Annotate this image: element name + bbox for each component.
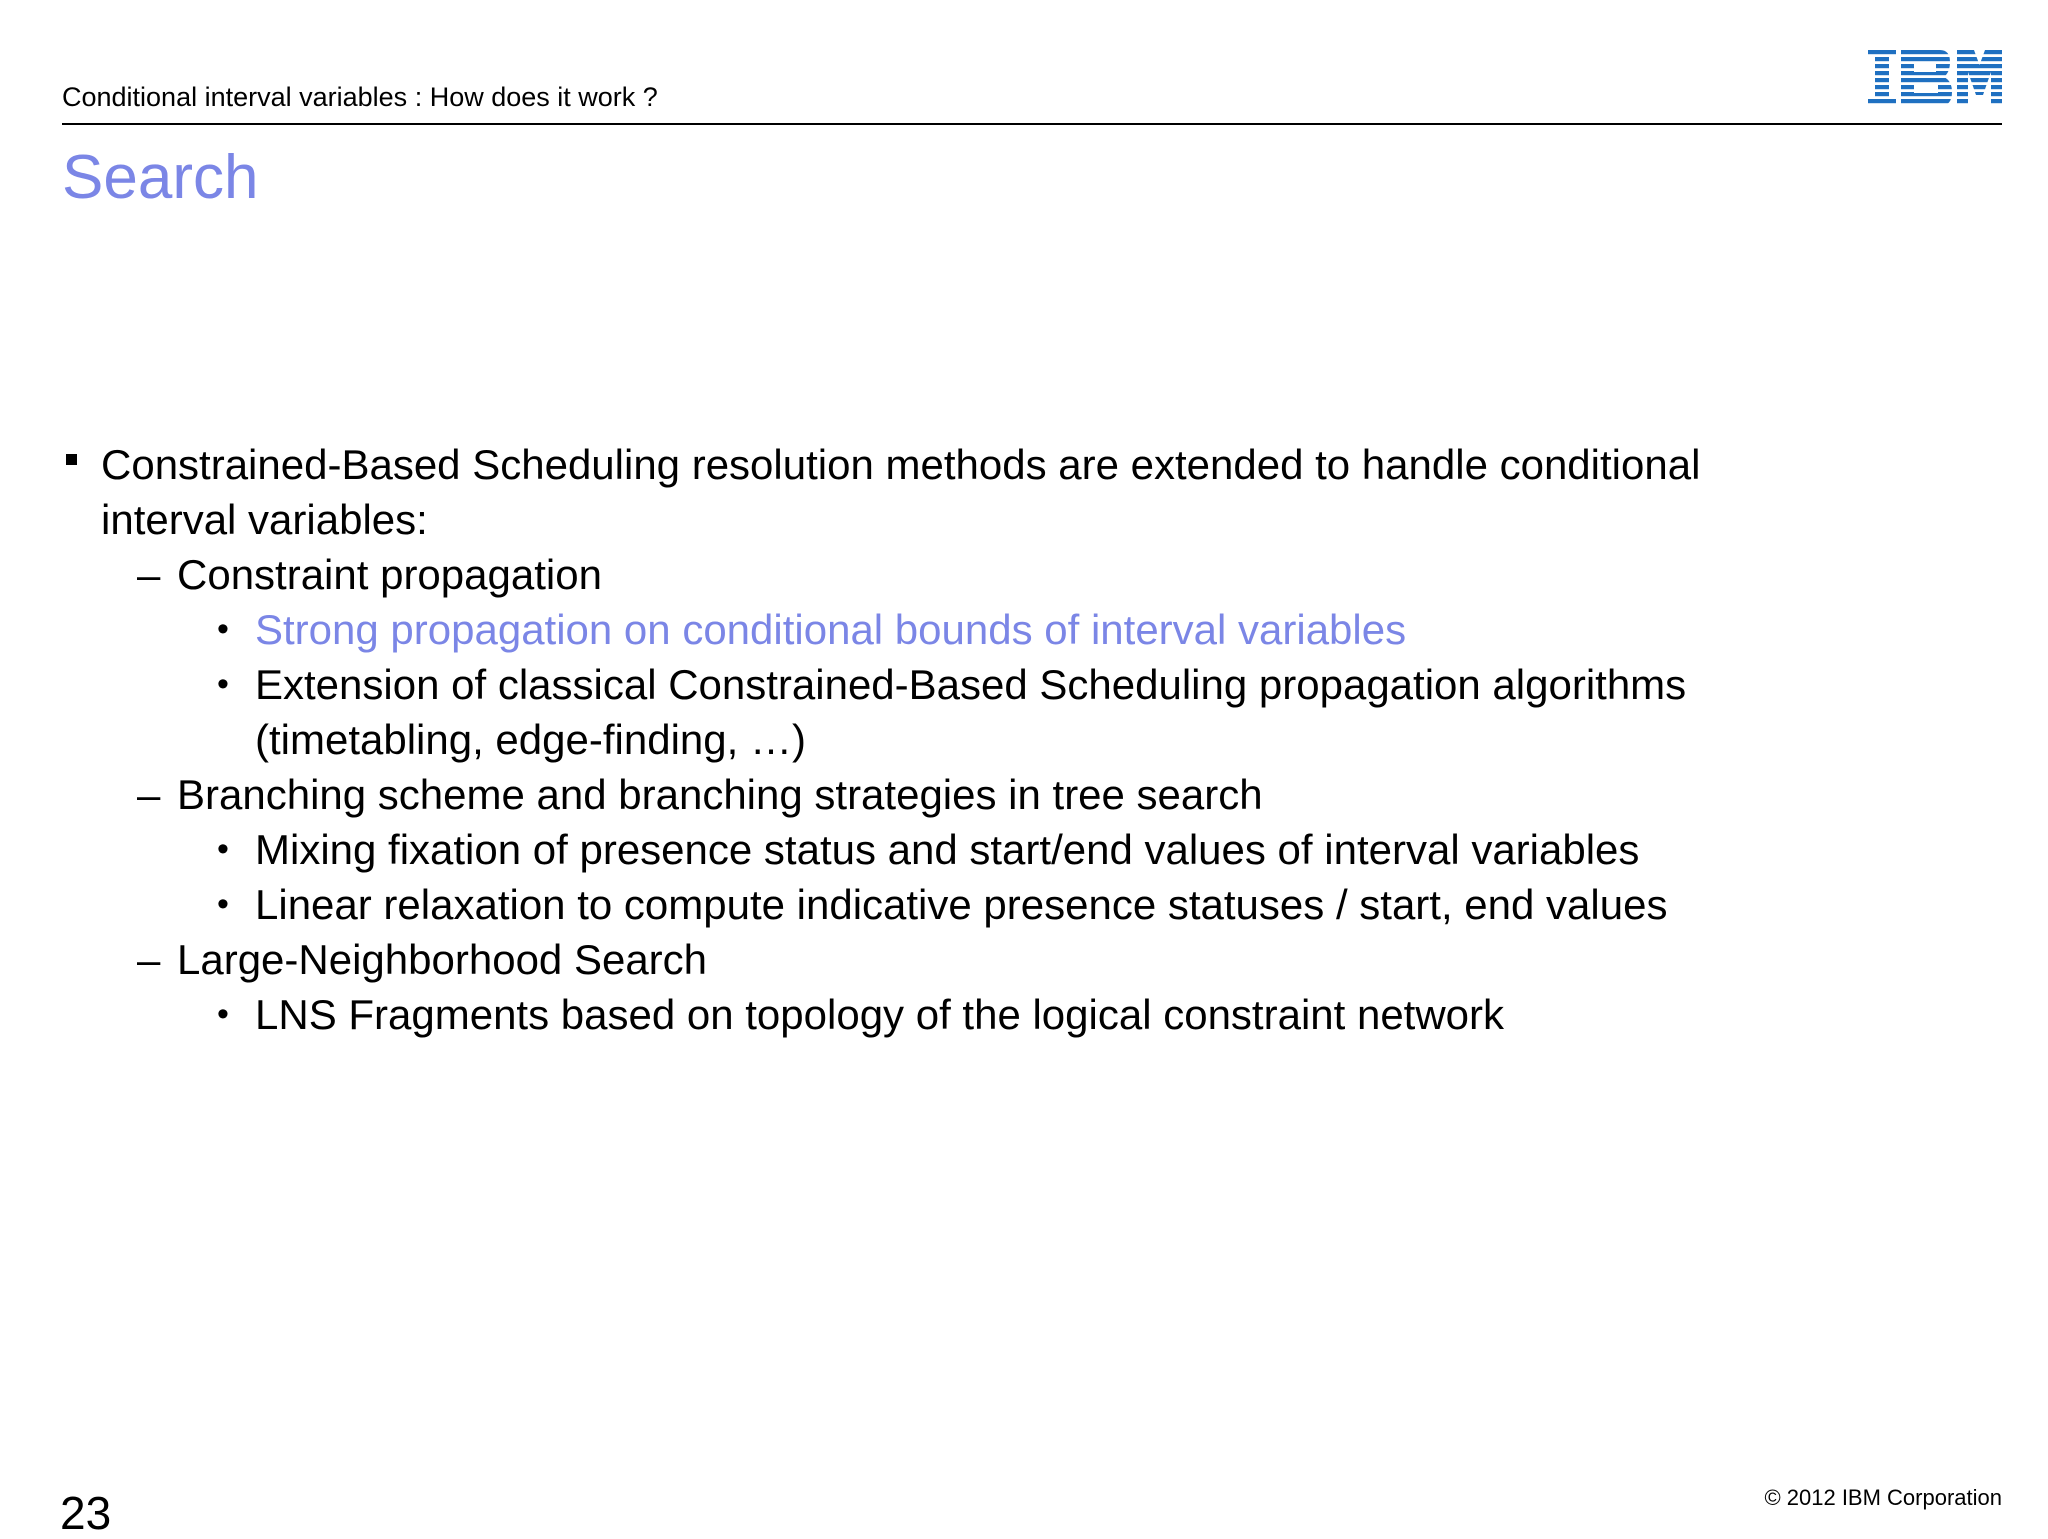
page-number: 23 xyxy=(60,1487,112,1539)
dash-bullet-icon: – xyxy=(137,551,161,598)
slide-title: Search xyxy=(62,143,259,212)
bullet-extension-line1: Extension of classical Constrained-Based Scheduling propagation algorithms xyxy=(255,661,1687,708)
dot-bullet-icon: • xyxy=(217,830,229,868)
bullet-l1-line1: Constrained-Based Scheduling resolution methods are extended to handle conditional xyxy=(101,441,1701,488)
dash-bullet-icon: – xyxy=(137,771,161,818)
bullet-extension-line2: (timetabling, edge-finding, …) xyxy=(255,716,806,763)
copyright-notice: © 2012 IBM Corporation xyxy=(1764,1485,2002,1510)
slide-header-section: Conditional interval variables : How does it work ? xyxy=(62,82,658,112)
bullet-constraint-propagation: Constraint propagation xyxy=(177,551,602,598)
dot-bullet-icon: • xyxy=(217,995,229,1033)
dot-bullet-icon: • xyxy=(217,885,229,923)
bullet-lns: Large-Neighborhood Search xyxy=(177,936,708,983)
square-bullet-icon xyxy=(66,454,77,465)
bullet-strong-propagation: Strong propagation on conditional bounds of interval variables xyxy=(255,606,1407,653)
bullet-branching: Branching scheme and branching strategies in tree search xyxy=(177,771,1263,818)
dot-bullet-icon: • xyxy=(217,665,229,703)
bullet-lns-fragments: LNS Fragments based on topology of the logical constraint network xyxy=(255,991,1505,1038)
bullet-l1-line2: interval variables: xyxy=(101,496,428,543)
bullet-mixing: Mixing fixation of presence status and start/end values of interval variables xyxy=(255,826,1640,873)
bullet-linear: Linear relaxation to compute indicative presence statuses / start, end values xyxy=(255,881,1668,928)
dash-bullet-icon: – xyxy=(137,936,161,983)
dot-bullet-icon: • xyxy=(217,610,229,648)
